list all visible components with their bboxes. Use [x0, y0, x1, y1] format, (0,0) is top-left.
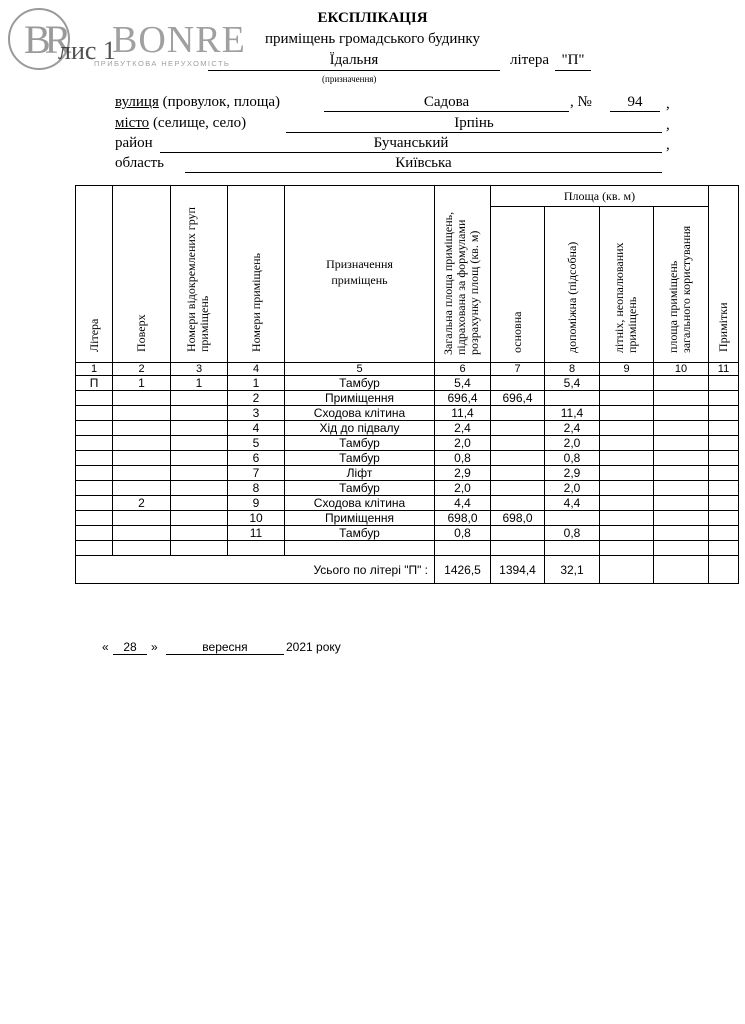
column-number: 4	[228, 363, 285, 376]
table-cell: Приміщення	[285, 391, 435, 406]
table-cell: 4,4	[545, 496, 600, 511]
table-cell: 0,8	[545, 451, 600, 466]
header-room-numbers: Номери приміщень	[228, 186, 285, 363]
table-cell	[600, 421, 654, 436]
table-cell: 2,4	[545, 421, 600, 436]
table-cell	[113, 481, 171, 496]
region-value: Київська	[185, 154, 662, 173]
table-cell: 696,4	[435, 391, 491, 406]
table-cell	[600, 376, 654, 391]
table-cell	[171, 451, 228, 466]
table-cell: 5,4	[545, 376, 600, 391]
table-cell	[709, 451, 739, 466]
table-cell	[545, 511, 600, 526]
table-cell	[228, 541, 285, 556]
table-cell	[654, 526, 709, 541]
region-label: область	[115, 155, 164, 171]
table-cell	[76, 421, 113, 436]
table-cell	[654, 466, 709, 481]
table-cell	[654, 451, 709, 466]
handwritten-overlay: лис 1	[58, 36, 116, 65]
table-row	[76, 391, 739, 406]
table-cell: 0,8	[435, 451, 491, 466]
street-label: вулиця (провулок, площа)	[115, 94, 281, 110]
column-number: 2	[113, 363, 171, 376]
street-value: Садова	[324, 93, 569, 112]
total-label: Усього по літері "П" :	[76, 556, 435, 584]
column-number: 1	[76, 363, 113, 376]
table-cell	[545, 391, 600, 406]
table-cell	[76, 436, 113, 451]
table-cell	[600, 481, 654, 496]
table-cell	[171, 436, 228, 451]
total-c11	[709, 556, 739, 584]
table-cell	[76, 406, 113, 421]
table-cell	[491, 496, 545, 511]
table-cell: 698,0	[435, 511, 491, 526]
column-number: 8	[545, 363, 600, 376]
table-cell	[113, 436, 171, 451]
table-cell	[171, 421, 228, 436]
table-cell: 6	[228, 451, 285, 466]
table-cell: 9	[228, 496, 285, 511]
table-cell	[171, 526, 228, 541]
table-cell	[76, 451, 113, 466]
table-cell	[600, 391, 654, 406]
table-cell	[600, 451, 654, 466]
table-cell	[171, 541, 228, 556]
column-number: 3	[171, 363, 228, 376]
table-row	[76, 406, 739, 421]
table-row	[76, 436, 739, 451]
table-cell	[600, 526, 654, 541]
table-row	[76, 481, 739, 496]
table-cell	[600, 541, 654, 556]
total-c9	[600, 556, 654, 584]
date-day: 28	[113, 640, 147, 655]
header-area-group: Площа (кв. м)	[491, 186, 709, 207]
watermark-monogram: BR	[24, 17, 66, 62]
table-cell	[491, 466, 545, 481]
date-close-quote: »	[151, 640, 158, 654]
number-value: 94	[610, 93, 660, 112]
table-cell	[491, 421, 545, 436]
table-cell: Тамбур	[285, 376, 435, 391]
table-cell	[113, 406, 171, 421]
table-cell	[709, 541, 739, 556]
column-number: 10	[654, 363, 709, 376]
table-cell	[113, 391, 171, 406]
table-cell	[435, 541, 491, 556]
table-cell	[171, 406, 228, 421]
table-cell: Тамбур	[285, 436, 435, 451]
column-number: 9	[600, 363, 654, 376]
litera-value: "П"	[555, 51, 591, 71]
table-cell	[76, 481, 113, 496]
table-cell	[76, 526, 113, 541]
table-cell	[709, 436, 739, 451]
table-row	[76, 421, 739, 436]
table-cell: 2,4	[435, 421, 491, 436]
district-value: Бучанський	[160, 134, 662, 153]
table-cell: 3	[228, 406, 285, 421]
table-cell: Приміщення	[285, 511, 435, 526]
header-room-purpose: Призначення приміщень	[285, 186, 435, 363]
comma-1: ,	[666, 96, 670, 112]
table-cell	[600, 511, 654, 526]
column-number-row	[76, 363, 739, 376]
table-cell	[171, 391, 228, 406]
table-cell	[491, 406, 545, 421]
header-notes: Примітки	[709, 186, 739, 363]
table-cell	[285, 541, 435, 556]
table-cell	[654, 436, 709, 451]
column-number: 11	[709, 363, 739, 376]
table-cell: 2,0	[545, 436, 600, 451]
table-cell	[654, 511, 709, 526]
table-cell: 0,8	[545, 526, 600, 541]
table-cell	[113, 526, 171, 541]
table-cell: Сходова клітина	[285, 406, 435, 421]
table-cell: 1	[228, 376, 285, 391]
table-cell: 4	[228, 421, 285, 436]
table-cell: 8	[228, 481, 285, 496]
table-cell	[654, 541, 709, 556]
total-c10	[654, 556, 709, 584]
total-c7: 1394,4	[491, 556, 545, 584]
table-cell: 11,4	[435, 406, 491, 421]
table-cell	[491, 541, 545, 556]
table-cell: 2,0	[435, 481, 491, 496]
table-cell: Тамбур	[285, 481, 435, 496]
table-cell	[709, 406, 739, 421]
table-cell	[171, 481, 228, 496]
table-cell: Тамбур	[285, 526, 435, 541]
table-cell: 2,9	[545, 466, 600, 481]
total-row	[76, 556, 739, 584]
table-row	[76, 466, 739, 481]
table-cell	[113, 466, 171, 481]
table-cell: 0,8	[435, 526, 491, 541]
column-number: 5	[285, 363, 435, 376]
table-row	[76, 511, 739, 526]
table-cell	[709, 526, 739, 541]
header-group-numbers: Номери відокремлених груп приміщень	[171, 186, 228, 363]
table-cell	[654, 496, 709, 511]
table-cell: 5,4	[435, 376, 491, 391]
table-cell: 2,0	[435, 436, 491, 451]
column-number: 7	[491, 363, 545, 376]
table-cell	[491, 481, 545, 496]
watermark-tagline: ПРИБУТКОВА НЕРУХОМІСТЬ	[94, 59, 231, 68]
table-cell	[654, 481, 709, 496]
date-open-quote: «	[102, 640, 109, 654]
table-row	[76, 451, 739, 466]
table-cell	[491, 376, 545, 391]
comma-2: ,	[666, 117, 670, 133]
table-cell	[76, 541, 113, 556]
header-main: основна	[491, 207, 545, 363]
table-row	[76, 376, 739, 391]
table-cell	[113, 511, 171, 526]
header-total-area: Загальна площа приміщень, підрахована за формулами розрахунку площ (кв. м)	[435, 186, 491, 363]
table-cell: 5	[228, 436, 285, 451]
header-summer: літніх, неопалюваних приміщень	[600, 207, 654, 363]
date-year: 2021 року	[286, 640, 341, 654]
table-cell	[76, 511, 113, 526]
table-cell	[709, 376, 739, 391]
table-cell: 2	[113, 496, 171, 511]
table-cell: 11,4	[545, 406, 600, 421]
table-cell: 698,0	[491, 511, 545, 526]
table-cell: 2,0	[545, 481, 600, 496]
explication-table	[75, 185, 739, 584]
table-row	[76, 541, 739, 556]
table-cell	[600, 496, 654, 511]
table-cell	[709, 481, 739, 496]
city-label: місто (селище, село)	[115, 115, 247, 131]
table-cell	[171, 466, 228, 481]
city-value: Ірпінь	[286, 114, 662, 133]
document-title: ЕКСПЛІКАЦІЯ	[317, 10, 428, 26]
total-c6: 1426,5	[435, 556, 491, 584]
column-number: 6	[435, 363, 491, 376]
table-cell: 10	[228, 511, 285, 526]
table-cell	[654, 391, 709, 406]
table-cell: 4,4	[435, 496, 491, 511]
table-cell	[491, 526, 545, 541]
table-cell	[709, 466, 739, 481]
watermark-brand: BONRE	[112, 19, 246, 61]
table-cell: П	[76, 376, 113, 391]
table-cell	[171, 496, 228, 511]
table-cell: 7	[228, 466, 285, 481]
table-cell: 696,4	[491, 391, 545, 406]
number-prefix: , №	[570, 94, 592, 110]
table-cell	[709, 496, 739, 511]
header-common-use: площа приміщень загального користування	[654, 207, 709, 363]
table-cell: Сходова клітина	[285, 496, 435, 511]
table-cell	[113, 541, 171, 556]
table-cell	[600, 436, 654, 451]
purpose-caption: (призначення)	[322, 74, 377, 84]
date-month: вересня	[166, 640, 284, 655]
table-row	[76, 526, 739, 541]
table-cell	[709, 421, 739, 436]
table-cell	[113, 451, 171, 466]
header-litera: Літера	[76, 186, 113, 363]
total-c8: 32,1	[545, 556, 600, 584]
table-cell	[654, 421, 709, 436]
table-cell	[491, 451, 545, 466]
table-cell	[709, 391, 739, 406]
purpose-value: Їдальня	[208, 51, 500, 71]
table-cell	[76, 391, 113, 406]
table-cell: Хід до підвалу	[285, 421, 435, 436]
table-cell	[709, 511, 739, 526]
table-cell	[113, 421, 171, 436]
table-row	[76, 496, 739, 511]
table-cell	[600, 406, 654, 421]
table-cell: 11	[228, 526, 285, 541]
table-cell	[545, 541, 600, 556]
district-label: район	[115, 135, 153, 151]
table-cell	[654, 376, 709, 391]
table-cell	[600, 466, 654, 481]
table-cell: 1	[113, 376, 171, 391]
document-subtitle: приміщень громадського будинку	[264, 31, 481, 47]
table-cell	[654, 406, 709, 421]
table-cell: 1	[171, 376, 228, 391]
table-cell	[76, 496, 113, 511]
comma-3: ,	[666, 137, 670, 153]
header-floor: Поверх	[113, 186, 171, 363]
table-cell	[76, 466, 113, 481]
table-cell: Тамбур	[285, 451, 435, 466]
table-cell: 2,9	[435, 466, 491, 481]
table-cell	[491, 436, 545, 451]
header-auxiliary: допоміжна (підсобна)	[545, 207, 600, 363]
table-cell: Ліфт	[285, 466, 435, 481]
table-cell	[171, 511, 228, 526]
table-cell: 2	[228, 391, 285, 406]
litera-label: літера	[510, 52, 550, 68]
